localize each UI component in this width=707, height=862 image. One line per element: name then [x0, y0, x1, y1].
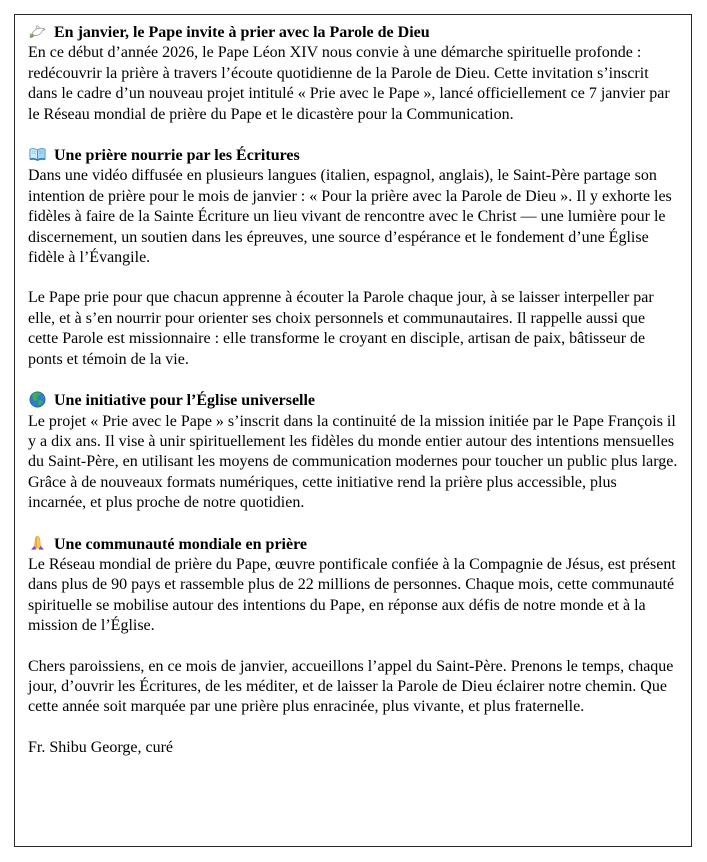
section-paragraph: Le projet « Prie avec le Pape » s’inscrit dans la continuité de la mission initiée par le Pape François il y a dix ans. Il vise à unir spirituellement les fidèles du monde entier autour des intentions mensuelles du Saint-Père, en utilisant les moyens de communication modernes pour toucher un public plus large. Grâce à de nouveaux formats numériques, cette initiative rend la prière plus accessible, plus incarnée, et plus proche de notre quotidien. — [28, 412, 678, 512]
section-heading-text: En janvier, le Pape invite à prier avec la Parole de Dieu — [54, 24, 430, 41]
open-book-icon — [28, 145, 47, 164]
section-heading-1 — [28, 22, 678, 43]
folded-hands-icon — [28, 534, 47, 553]
signature: Fr. Shibu George, curé — [28, 738, 174, 756]
globe-icon — [28, 390, 47, 409]
section-paragraph: Dans une vidéo diffusée en plusieurs langues (italien, espagnol, anglais), le Saint-Père partage son intention de prière pour le mois de janvier : « Pour la prière avec la Parole de Dieu ». Il y exhorte les fidèles à faire de la Sainte Écriture un lieu vivant de rencontre avec le Christ — une lumière pour le discernement, un soutien dans les épreuves, une source d’espérance et le fondement d’une Église fidèle à l’Évangile. — [28, 167, 672, 267]
section-heading-4 — [28, 534, 678, 555]
section-heading-3 — [28, 390, 678, 411]
document-page — [14, 14, 692, 847]
section-heading-text: Une communauté mondiale en prière — [54, 535, 308, 553]
section-paragraph: Le Pape prie pour que chacun apprenne à écouter la Parole chaque jour, à se laisser interpeller par elle, et à s’en nourrir pour orienter ses choix personnels et communautaires. Il rappelle aussi que cette Parole est missionnaire : elle transforme le croyant en disciple, artisan de paix, bâtisseur de ponts et témoin de la vie. — [28, 289, 654, 368]
section-heading-2 — [28, 145, 678, 166]
section-heading-text: Une initiative pour l’Église universelle — [54, 392, 316, 410]
dove-icon — [28, 22, 47, 41]
section-paragraph: Le Réseau mondial de prière du Pape, œuvre pontificale confiée à la Compagnie de Jésus, est présent dans plus de 90 pays et rassemble plus de 22 millions de personnes. Chaque mois, cette communauté spirituelle se mobilise autour des intentions du Pape, en réponse aux défis de notre monde et à la mission de l’Église. — [28, 555, 676, 635]
section-paragraph: Chers paroissiens, en ce mois de janvier, accueillons l’appel du Saint-Père. Prenons le temps, chaque jour, d’ouvrir les Écritures, de les méditer, et de laisser la Parole de Dieu éclairer notre chemin. Que cette année soit marquée par une prière plus enracinée, plus vivante, et plus fraternelle. — [28, 657, 674, 716]
section-paragraph: En ce début d’année 2026, le Pape Léon XIV nous convie à une démarche spirituelle profonde : redécouvrir la prière à travers l’écoute quotidienne de la Parole de Dieu. Cette invitation s’inscrit dans le cadre d’un nouveau projet intitulé « Prie avec le Pape », lancé officiellement ce 7 janvier par le Réseau mondial de prière du Pape et le dicastère pour la Communication. — [28, 44, 670, 123]
section-heading-text: Une prière nourrie par les Écritures — [54, 147, 300, 165]
